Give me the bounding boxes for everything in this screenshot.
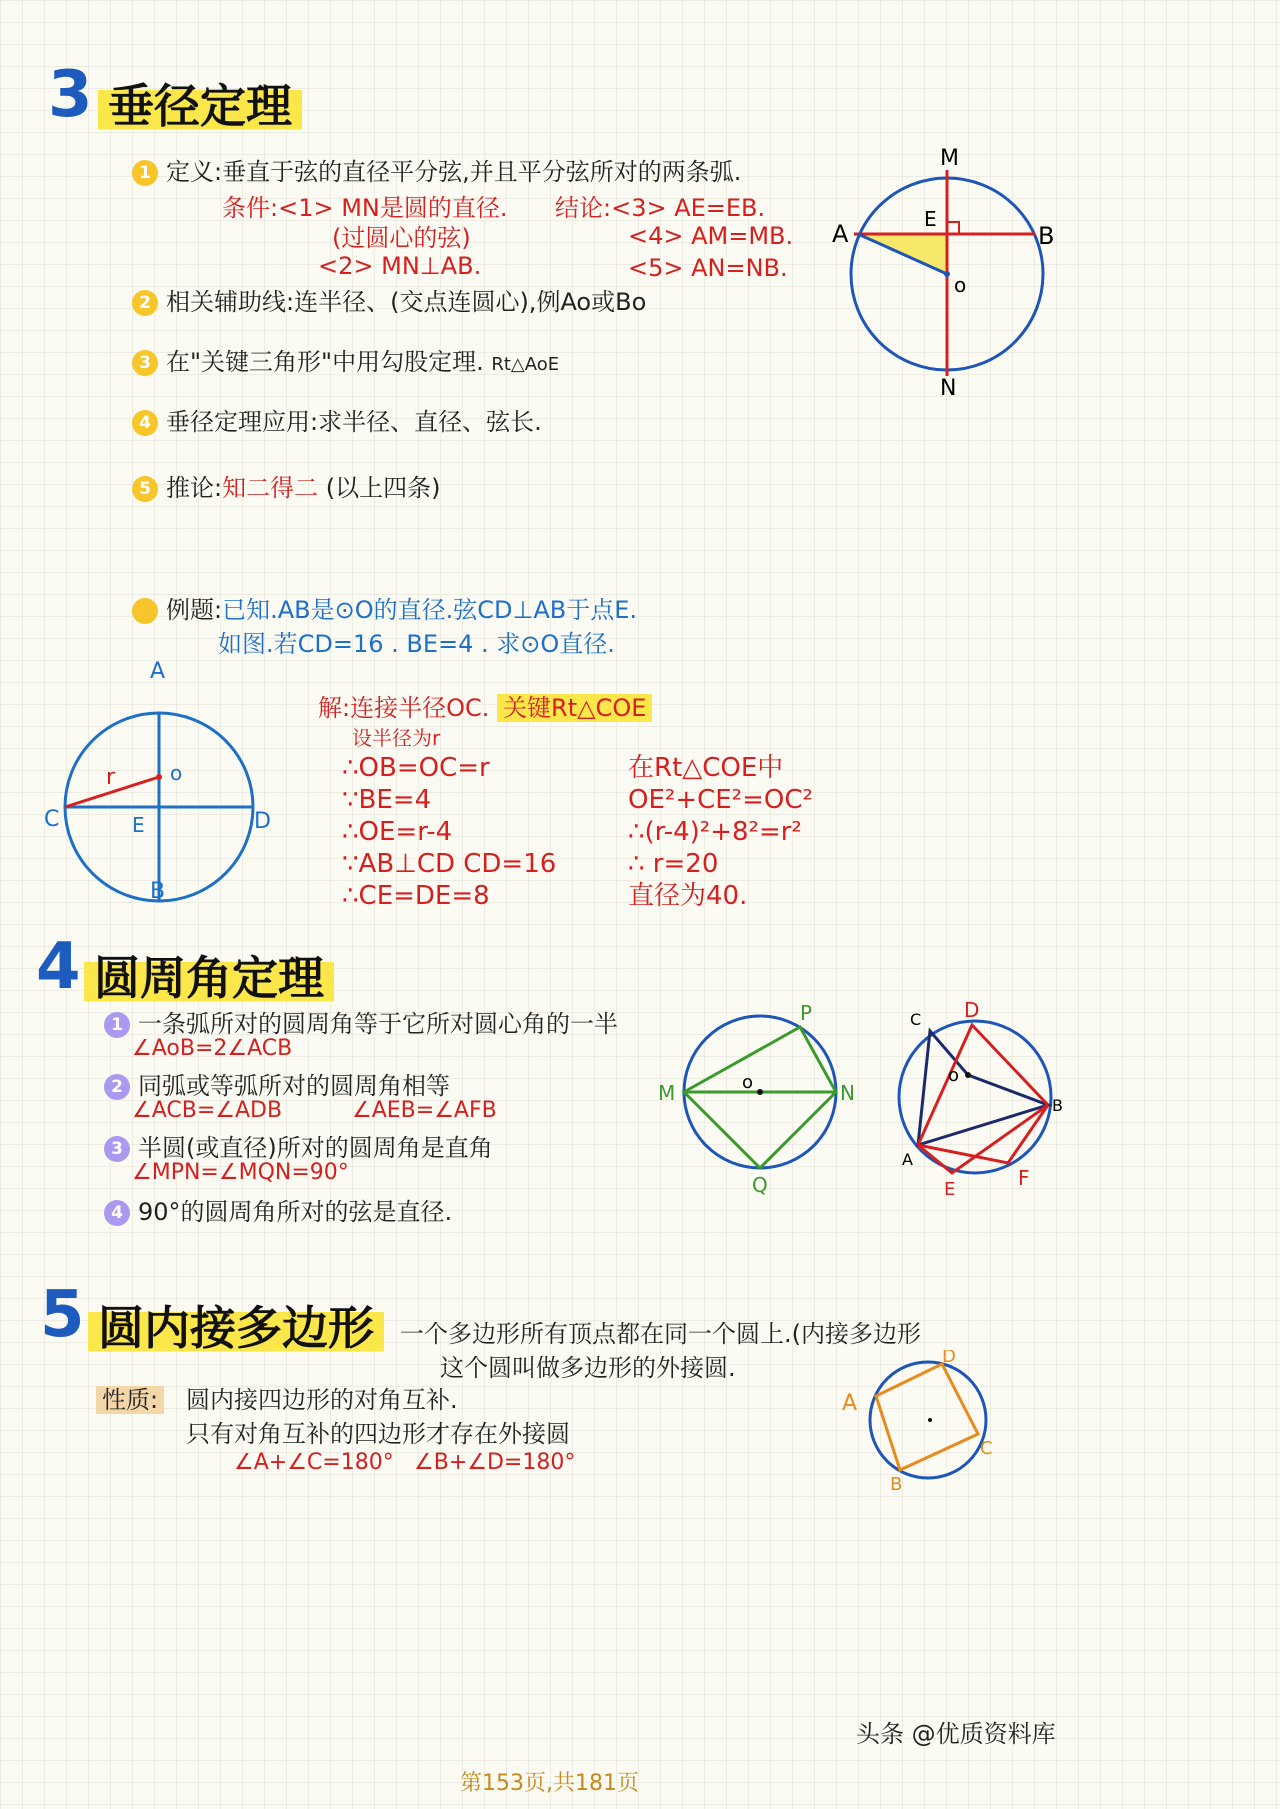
condition-2: <2> MN⊥AB. (318, 252, 482, 280)
example-figure (40, 650, 290, 910)
point-label: C (910, 1010, 922, 1029)
equation: ∠A+∠C=180° (234, 1450, 394, 1475)
item-text: 相关辅助线:连半径、(交点连圆心),例Ao或Bo (166, 288, 647, 316)
solution-line: ∴ r=20 (628, 849, 719, 879)
list-item (104, 1128, 493, 1163)
point-label: C (44, 807, 60, 832)
inscribed-angle-figure (880, 995, 1080, 1205)
bullet-icon: 5 (132, 476, 158, 502)
bullet-icon: 2 (132, 290, 158, 316)
point-label: E (944, 1179, 956, 1200)
item-text: 垂径定理应用:求半径、直径、弦长. (166, 408, 542, 436)
point-label: D (942, 1350, 956, 1367)
point-label: B (890, 1474, 903, 1490)
item-text: 推论: (166, 474, 223, 502)
bullet-icon: 3 (104, 1136, 130, 1162)
item-text: 在"关键三角形"中用勾股定理. (166, 348, 484, 376)
list-item (132, 468, 440, 503)
point-label: D (964, 998, 980, 1022)
item-highlight: 知二得二 (222, 474, 319, 502)
solution-line: ∴(r-4)²+8²=r² (628, 817, 802, 847)
list-item (104, 1066, 450, 1101)
watermark: 头条 @优质资料库 (856, 1720, 1056, 1748)
bullet-icon: 1 (104, 1012, 130, 1038)
list-item (132, 282, 646, 317)
item-text: 同弧或等弧所对的圆周角相等 (138, 1072, 450, 1100)
perpendicular-diameter-figure (830, 140, 1070, 400)
point-label: o (954, 273, 967, 297)
point-label: B (150, 879, 166, 904)
point-label: M (658, 1081, 676, 1105)
item-tail: (以上四条) (325, 474, 441, 502)
conclusion-3: 结论:<3> AE=EB. (555, 194, 766, 222)
cyclic-quadrilateral-figure (840, 1350, 1010, 1490)
right-angle-figure (650, 1000, 880, 1200)
point-label: o (170, 761, 183, 785)
point-label: A (842, 1391, 858, 1416)
point-label: E (924, 207, 937, 231)
solution-line: 直径为40. (628, 881, 748, 911)
equation: ∠B+∠D=180° (414, 1450, 576, 1475)
section-number: 5 (40, 1278, 85, 1352)
point-label: C (980, 1438, 993, 1459)
section-title: 圆周角定理 (84, 942, 334, 1008)
solution-line: ∵AB⊥CD CD=16 (342, 849, 557, 879)
radius-label: r (106, 765, 116, 790)
equation: ∠ACB=∠ADB (132, 1098, 283, 1123)
list-item (132, 152, 741, 187)
point-label: A (150, 659, 166, 684)
item-text: 90°的圆周角所对的弦是直径. (138, 1198, 453, 1226)
solution-line: 在Rt△COE中 (628, 753, 784, 783)
item-text: 半圆(或直径)所对的圆周角是直角 (138, 1134, 493, 1162)
example-text: 已知.AB是⊙O的直径.弦CD⊥AB于点E. (222, 596, 638, 624)
item-text: 一条弧所对的圆周角等于它所对圆心角的一半 (138, 1010, 618, 1038)
solution-line: ∴CE=DE=8 (342, 881, 490, 911)
solution-head (318, 688, 652, 723)
definition-line: 一个多边形所有顶点都在同一个圆上.(内接多边形 (400, 1320, 921, 1348)
list-item (132, 342, 559, 377)
bullet-icon: 2 (104, 1074, 130, 1100)
list-item (104, 1192, 452, 1227)
solution-line: ∴OE=r-4 (342, 817, 453, 847)
equation: ∠MPN=∠MQN=90° (132, 1160, 349, 1185)
item-subtext: Rt△AoE (491, 354, 560, 375)
point-label: B (1052, 1096, 1063, 1115)
condition-1-note: (过圆心的弦) (332, 224, 471, 252)
example-header (132, 590, 637, 625)
point-label: A (832, 220, 849, 248)
conclusion-5: <5> AN=NB. (628, 254, 788, 282)
item-text: 定义:垂直于弦的直径平分弦,并且平分弦所对的两条弧. (166, 158, 742, 186)
property-label (96, 1380, 164, 1415)
bullet-icon: 1 (132, 160, 158, 186)
equation: ∠AEB=∠AFB (352, 1098, 497, 1123)
point-label: D (254, 809, 271, 834)
list-item (104, 1004, 618, 1039)
list-item (132, 402, 542, 437)
equation: ∠AoB=2∠ACB (132, 1036, 293, 1061)
bullet-icon: 3 (132, 350, 158, 376)
example-text: 如图.若CD=16 . BE=4 . 求⊙O直径. (218, 630, 615, 658)
point-label: F (1018, 1166, 1030, 1190)
definition-line: 这个圆叫做多边形的外接圆. (440, 1354, 736, 1382)
page-indicator: 第153页,共181页 (460, 1771, 639, 1796)
point-label: o (742, 1072, 754, 1093)
solution-left (342, 752, 556, 912)
section-title: 圆内接多边形 (88, 1292, 384, 1358)
point-label: E (132, 813, 145, 837)
section-title: 垂径定理 (98, 70, 302, 136)
solution-line: OE²+CE²=OC² (628, 785, 813, 815)
property-label-text: 性质: (96, 1386, 164, 1414)
point-label: P (800, 1001, 813, 1025)
example-label: 例题: (166, 596, 223, 624)
condition-1: 条件:<1> MN是圆的直径. (222, 194, 508, 222)
bullet-icon: 4 (132, 410, 158, 436)
solution-set: 设半径为r (352, 726, 441, 750)
point-label: M (940, 146, 959, 171)
section-number: 4 (36, 930, 81, 1004)
point-label: N (940, 376, 957, 400)
section-number: 3 (48, 58, 93, 132)
solution-line: ∵BE=4 (342, 785, 432, 815)
point-label: B (1038, 222, 1055, 250)
point-label: o (948, 1065, 960, 1086)
point-label: Q (752, 1173, 768, 1197)
solution-right (628, 752, 813, 912)
solution-text: 解:连接半径OC. (318, 694, 490, 722)
bullet-icon (132, 598, 158, 624)
bullet-icon: 4 (104, 1200, 130, 1226)
property-line: 圆内接四边形的对角互补. (186, 1386, 458, 1414)
property-line: 只有对角互补的四边形才存在外接圆 (186, 1420, 570, 1448)
point-label: A (902, 1150, 913, 1169)
point-label: N (840, 1081, 855, 1105)
solution-line: ∴OB=OC=r (342, 753, 490, 783)
conclusion-4: <4> AM=MB. (628, 222, 794, 250)
solution-key: 关键Rt△COE (497, 694, 652, 722)
